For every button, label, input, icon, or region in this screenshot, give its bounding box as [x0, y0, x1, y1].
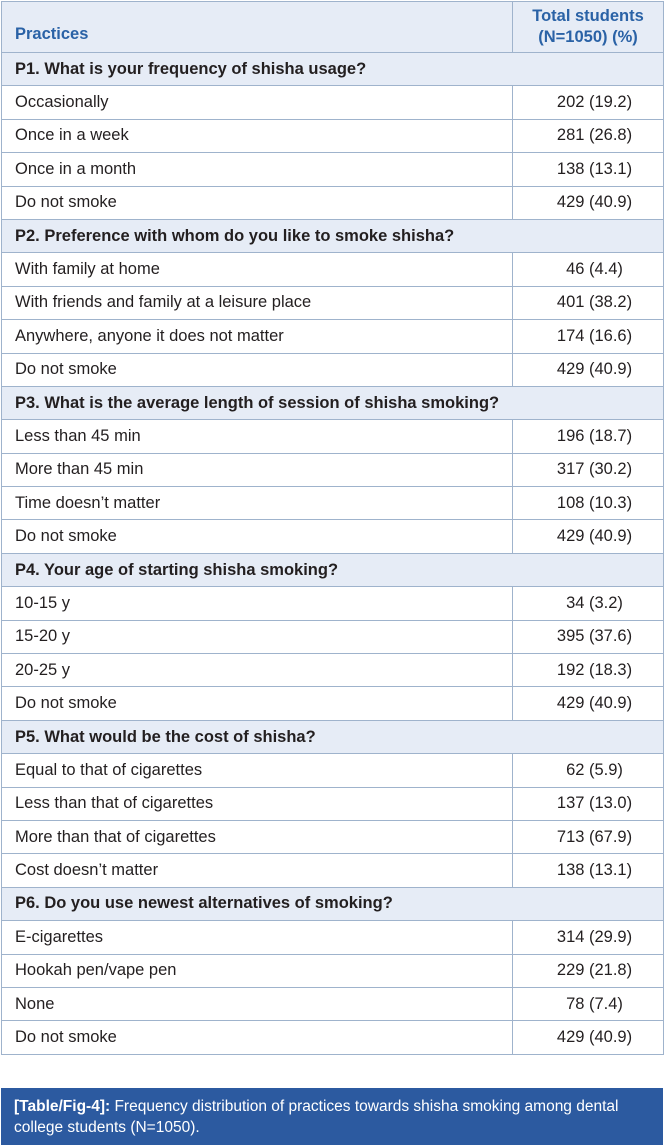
table-row — [2, 1021, 664, 1054]
row-value: 196 (18.7) — [513, 420, 664, 453]
table-row — [2, 420, 664, 453]
table-row — [2, 119, 664, 152]
row-value: 138 (13.1) — [513, 854, 664, 887]
table-row — [2, 153, 664, 186]
row-value: 429 (40.9) — [513, 687, 664, 720]
section-title: P1. What is your frequency of shisha usage? — [2, 53, 664, 86]
section-row — [2, 53, 664, 86]
row-label: More than that of cigarettes — [2, 820, 513, 853]
section-title: P2. Preference with whom do you like to smoke shisha? — [2, 219, 664, 252]
table-row — [2, 253, 664, 286]
table-row — [2, 854, 664, 887]
table-header-row — [2, 2, 664, 53]
section-title: P4. Your age of starting shisha smoking? — [2, 553, 664, 586]
row-label: E-cigarettes — [2, 921, 513, 954]
table-row — [2, 353, 664, 386]
row-value: 429 (40.9) — [513, 520, 664, 553]
row-value: 401 (38.2) — [513, 286, 664, 319]
section-row — [2, 887, 664, 920]
row-label: With family at home — [2, 253, 513, 286]
table-row — [2, 620, 664, 653]
row-label: More than 45 min — [2, 453, 513, 486]
row-label: Cost doesn’t matter — [2, 854, 513, 887]
row-label: None — [2, 987, 513, 1020]
row-label: Anywhere, anyone it does not matter — [2, 320, 513, 353]
table-row — [2, 687, 664, 720]
row-label: Once in a week — [2, 119, 513, 152]
table-row — [2, 954, 664, 987]
row-value: 317 (30.2) — [513, 453, 664, 486]
row-value: 174 (16.6) — [513, 320, 664, 353]
row-label: Equal to that of cigarettes — [2, 754, 513, 787]
table-body — [2, 53, 664, 1055]
row-value: 229 (21.8) — [513, 954, 664, 987]
row-label: Time doesn’t matter — [2, 487, 513, 520]
row-value: 108 (10.3) — [513, 487, 664, 520]
row-label: Do not smoke — [2, 1021, 513, 1054]
table-row — [2, 787, 664, 820]
row-value: 192 (18.3) — [513, 654, 664, 687]
table-row — [2, 286, 664, 319]
section-title: P5. What would be the cost of shisha? — [2, 720, 664, 753]
row-value: 429 (40.9) — [513, 353, 664, 386]
table-row — [2, 520, 664, 553]
row-label: Do not smoke — [2, 186, 513, 219]
caption-label: [Table/Fig-4]: — [14, 1098, 111, 1115]
table-row — [2, 654, 664, 687]
section-row — [2, 720, 664, 753]
row-label: 10-15 y — [2, 587, 513, 620]
table-row — [2, 754, 664, 787]
section-row — [2, 219, 664, 252]
header-total-students-line2: (N=1050) (%) — [538, 28, 638, 46]
row-value: 429 (40.9) — [513, 186, 664, 219]
row-value: 62 (5.9) — [513, 754, 664, 787]
row-value: 314 (29.9) — [513, 921, 664, 954]
caption-text: Frequency distribution of practices towards shisha smoking among dental college students (N=1050). — [14, 1098, 619, 1136]
row-label: Do not smoke — [2, 520, 513, 553]
row-value: 137 (13.0) — [513, 787, 664, 820]
table-row — [2, 487, 664, 520]
table-row — [2, 453, 664, 486]
row-label: Do not smoke — [2, 687, 513, 720]
row-value: 138 (13.1) — [513, 153, 664, 186]
section-row — [2, 386, 664, 419]
row-label: 15-20 y — [2, 620, 513, 653]
row-value: 202 (19.2) — [513, 86, 664, 119]
row-value: 395 (37.6) — [513, 620, 664, 653]
row-label: Do not smoke — [2, 353, 513, 386]
row-label: Once in a month — [2, 153, 513, 186]
table-figure — [1, 1, 663, 1136]
header-total-students-line1: Total students — [532, 7, 644, 25]
section-title: P3. What is the average length of session of shisha smoking? — [2, 386, 664, 419]
header-practices: Practices — [2, 2, 513, 53]
row-label: Hookah pen/vape pen — [2, 954, 513, 987]
section-row — [2, 553, 664, 586]
section-title: P6. Do you use newest alternatives of smoking? — [2, 887, 664, 920]
table-row — [2, 587, 664, 620]
row-value: 281 (26.8) — [513, 119, 664, 152]
table-row — [2, 921, 664, 954]
row-value: 713 (67.9) — [513, 820, 664, 853]
row-label: With friends and family at a leisure place — [2, 286, 513, 319]
table-row — [2, 86, 664, 119]
table-row — [2, 820, 664, 853]
row-value: 429 (40.9) — [513, 1021, 664, 1054]
row-label: Less than that of cigarettes — [2, 787, 513, 820]
header-total-students — [513, 2, 664, 53]
row-value: 78 (7.4) — [513, 987, 664, 1020]
table-row — [2, 186, 664, 219]
row-label: Occasionally — [2, 86, 513, 119]
table-caption — [1, 1088, 663, 1145]
row-label: 20-25 y — [2, 654, 513, 687]
row-value: 34 (3.2) — [513, 587, 664, 620]
table-row — [2, 320, 664, 353]
row-value: 46 (4.4) — [513, 253, 664, 286]
row-label: Less than 45 min — [2, 420, 513, 453]
practices-table — [1, 1, 664, 1055]
table-row — [2, 987, 664, 1020]
